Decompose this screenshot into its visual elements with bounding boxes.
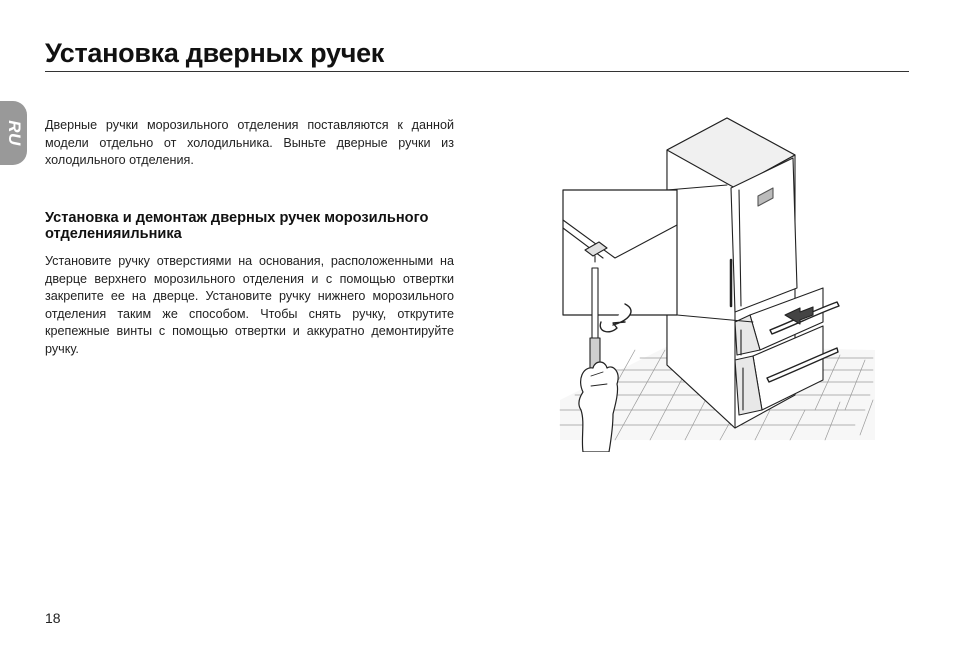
title-divider (45, 71, 909, 72)
intro-paragraph: Дверные ручки морозильного отделения поставляются к данной модели отдельно от холодильника. Выньте дверные ручки из холодильного отделения. (45, 118, 454, 167)
detail-inset (563, 190, 677, 315)
page-title: Установка дверных ручек (45, 38, 385, 68)
section-body-paragraph: Установите ручку отверстиями на основания, расположенными на дверце верхнего морозильного отделения и с помощью отвертки закрепите ее на дверце. Установите ручку нижнего морозильного отделения таким же способом. Чтобы снять ручку, открутите крепежные винты с помощью отвертки и аккуратно демонтируйте ручку. (45, 254, 454, 356)
screwdriver-icon (590, 268, 600, 376)
section-heading: Установка и демонтаж дверных ручек морозильного отделенияильника (45, 210, 429, 242)
language-tab-label: RU (5, 120, 24, 146)
handle-installation-illustration (555, 110, 875, 452)
page-number: 18 (45, 610, 61, 626)
language-tab (0, 101, 27, 165)
